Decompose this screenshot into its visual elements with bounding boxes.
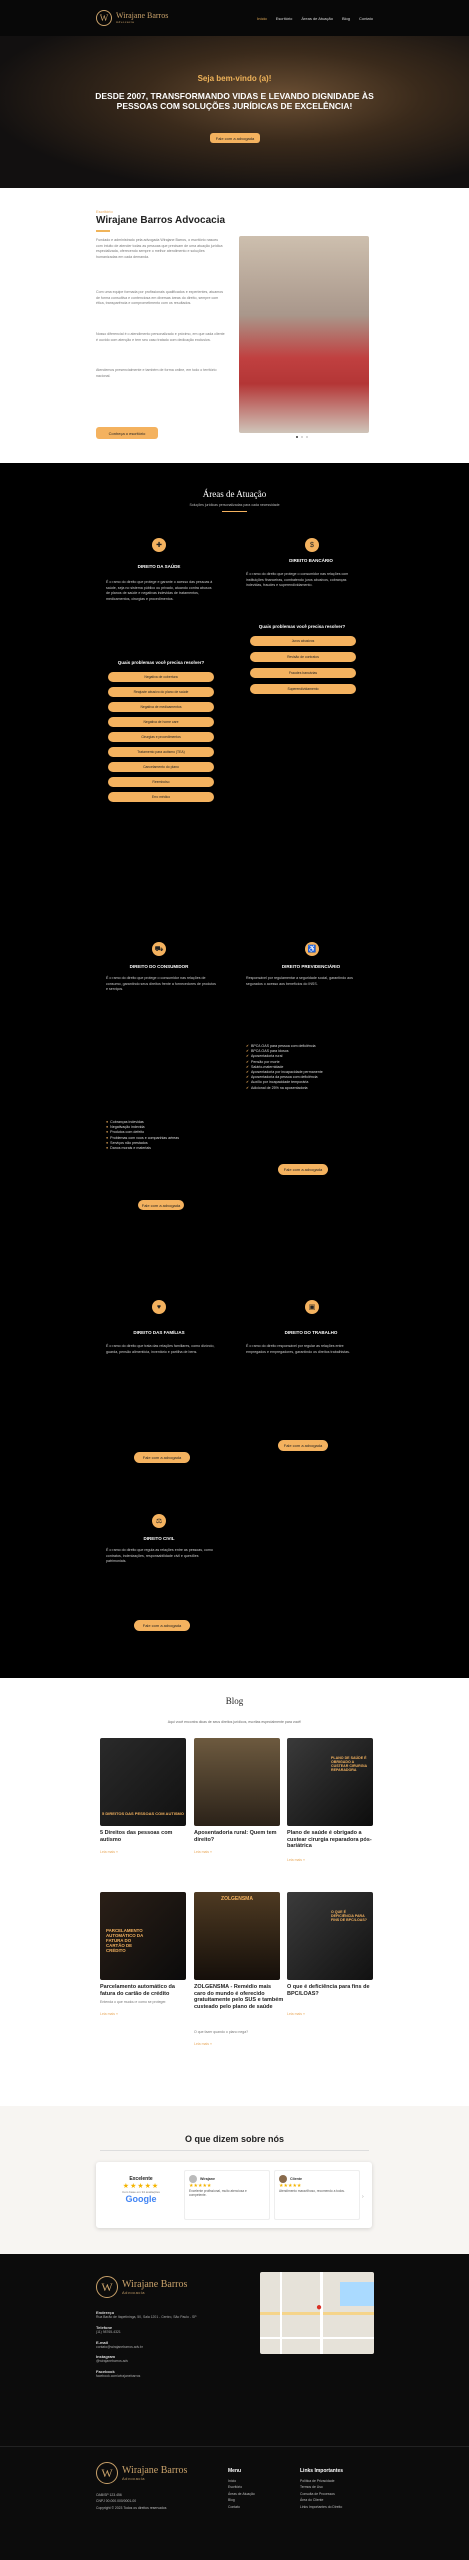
areas-divider xyxy=(222,511,247,512)
nav-item-escritorio[interactable]: Escritório xyxy=(275,15,293,21)
logo-mark-icon: W xyxy=(96,10,112,26)
bullet-item: ✔ Aposentadoria por incapacidade permanente xyxy=(246,1070,323,1075)
topic-pill[interactable]: Erro médico xyxy=(108,792,214,802)
address-label: Endereço xyxy=(96,2310,115,2315)
avatar xyxy=(189,2175,197,2183)
bullet-item: ✔ Aposentadoria da pessoa com deficiência xyxy=(246,1075,318,1080)
topic-pill[interactable]: Superendividamento xyxy=(250,684,356,694)
about-paragraph-1: Fundado e administrado pela advogada Wirajane Barros, o escritório nasceu com intuito de atender todas as pessoas que precisam de uma atuação jurídica especializada, oferecendo sempre o melhor atendimento e soluções humanizadas em cada demanda. xyxy=(96,238,223,259)
cart-icon: ⛟ xyxy=(152,942,166,956)
footer-menu-link[interactable]: Blog xyxy=(228,2498,235,2503)
post-title[interactable]: 5 Direitos das pessoas com autismo xyxy=(100,1830,173,1843)
topic-pill[interactable]: Reajuste abusivo do plano de saúde xyxy=(108,687,214,697)
scales-icon: ⚖ xyxy=(152,1514,166,1528)
instagram-label: Instagram xyxy=(96,2354,116,2360)
area-consumidor-text: É o ramo do direito que protege o consumidor nas relações de consumo, garantindo seus direitos frente a fornecedores de produtos e serviços. xyxy=(106,976,216,992)
hero-banner xyxy=(0,36,469,188)
post-thumbnail-caption: O QUE É DEFICIÊNCIA PARA FINS DE BPC/LOAS? xyxy=(331,1910,367,1922)
post-thumbnail[interactable] xyxy=(194,1892,280,1980)
about-section xyxy=(0,188,469,463)
main-nav xyxy=(257,16,373,21)
about-divider xyxy=(96,230,110,232)
about-kicker: Escritório xyxy=(96,209,113,214)
hero-greeting: Seja bem-vindo (a)! xyxy=(197,74,272,83)
footer-brand-sub: Advocacia xyxy=(122,2475,145,2481)
post-read-more-link[interactable]: Leia mais » xyxy=(100,2012,118,2016)
post-title[interactable]: O que é deficiência para fins de BPC/LOAS? xyxy=(287,1984,370,1997)
nav-item-blog[interactable]: Blog xyxy=(341,15,350,21)
brand-sub: Advocacia xyxy=(116,20,135,24)
review-card xyxy=(184,2170,270,2220)
testimonials-title: O que dizem sobre nós xyxy=(184,2134,285,2144)
post-read-more-link[interactable]: Leia mais » xyxy=(194,2042,212,2046)
contact-brand: Wirajane Barros xyxy=(122,2278,188,2290)
footer-oab: OAB/SP 123.456 xyxy=(96,2493,122,2497)
topic-pill[interactable]: Tratamento para autismo (TEA) xyxy=(108,747,214,757)
topic-pill[interactable]: Revisão de contratos xyxy=(250,652,356,662)
rating-label: Excelente xyxy=(129,2176,153,2182)
avatar xyxy=(279,2175,287,2183)
footer-menu-title: Menu xyxy=(228,2468,242,2474)
previdenciario-bullets xyxy=(246,1044,358,1091)
footer-menu-link[interactable]: Contato xyxy=(228,2504,240,2509)
post-thumbnail-caption: PLANO DE SAÚDE É OBRIGADO A CUSTEAR CIRURGIA REPARADORA xyxy=(331,1756,368,1772)
bullet-item: ✔ Pensão por morte xyxy=(246,1059,280,1064)
bullet-item: ● Negativação indevida xyxy=(106,1125,145,1130)
instagram-link[interactable]: @wirajanebarros.adv xyxy=(96,2359,129,2364)
post-thumbnail[interactable] xyxy=(287,1738,373,1826)
testimonials-divider xyxy=(100,2150,369,2151)
footer-legal xyxy=(96,2492,216,2511)
phone-link[interactable]: (11) 98765-4321 xyxy=(96,2329,121,2334)
area-trabalho-text: É o ramo do direito responsável por regular as relações entre empregados e empregadores, garantindo os direitos trabalhistas. xyxy=(246,1344,350,1354)
brand-name: Wirajane Barros xyxy=(116,11,169,20)
topic-pill[interactable]: Cancelamento do plano xyxy=(108,762,214,772)
post-excerpt: Entenda o que mudou e como se proteger. xyxy=(100,2000,167,2004)
post-thumbnail-caption: PARCELAMENTO AUTOMÁTICO DA FATURA DO CARTÃO DE CRÉDITO xyxy=(106,1928,144,1953)
area-bancario-question: Quais problemas você precisa resolver? xyxy=(258,624,346,629)
review-text: Excelente profissional, muito atenciosa e competente. xyxy=(189,2189,247,2198)
area-familia-title: DIREITO DAS FAMÍLIAS xyxy=(133,1330,185,1335)
civil-cta-button[interactable]: Fale com a advogada xyxy=(134,1620,190,1631)
topic-pill[interactable]: Negativa de medicamentos xyxy=(108,702,214,712)
nav-item-inicio[interactable]: Início xyxy=(257,15,267,21)
footer-link[interactable]: Política de Privacidade xyxy=(300,2479,335,2483)
area-civil-text: É o ramo do direito que regula as relações entre as pessoas, como contratos, indenizações, responsabilidade civil e questões patrimoniais. xyxy=(106,1548,213,1564)
saude-topics xyxy=(108,672,214,807)
blog-title: Blog xyxy=(225,1696,244,1706)
footer-link[interactable]: Links Importantes do Direito xyxy=(300,2504,343,2509)
familia-cta-button[interactable]: Fale com a advogada xyxy=(134,1452,190,1463)
carousel-dots[interactable] xyxy=(296,436,308,438)
areas-title: Áreas de Atuação xyxy=(202,489,267,499)
area-bancario-title: DIREITO BANCÁRIO xyxy=(289,558,333,563)
footer-link[interactable]: Área do Cliente xyxy=(300,2498,324,2503)
footer-menu-link[interactable]: Áreas de Atuação xyxy=(228,2491,255,2496)
review-text: Atendimento maravilhoso, recomendo a todos. xyxy=(279,2189,345,2193)
previdenciario-cta-button[interactable]: Fale com a advogada xyxy=(278,1164,328,1175)
facebook-link[interactable]: facebook.com/wirajanebarros xyxy=(96,2374,141,2379)
bullet-item: ✔ Salário-maternidade xyxy=(246,1064,284,1069)
about-cta-button[interactable]: Conheça o escritório xyxy=(96,427,158,439)
area-saude-text: É o ramo do direito que protege e garante o acesso das pessoas à saúde, seja no sistema público ou privado, atuando contra abusos de planos de saúde e negativas indevidas de tratamentos, medicamentos, cirurgias e procedimentos. xyxy=(106,580,213,601)
map-pin-icon: ● xyxy=(316,2302,323,2313)
post-thumbnail-caption: 5 DIREITOS DAS PESSOAS COM AUTISMO xyxy=(101,1811,184,1816)
consumidor-cta-button[interactable]: Fale com a advogada xyxy=(138,1200,184,1210)
site-header xyxy=(0,0,469,36)
post-thumbnail[interactable] xyxy=(100,1738,186,1826)
review-card xyxy=(274,2170,360,2220)
logo-mark-icon: W xyxy=(96,2276,118,2298)
reviewer-name: Wirajane xyxy=(200,2177,215,2181)
brand-logo[interactable] xyxy=(96,10,168,26)
topic-pill[interactable]: Negativa de cobertura xyxy=(108,672,214,682)
contact-info xyxy=(96,2310,246,2379)
bullet-item: ✔ BPC/LOAS para pessoa com deficiência xyxy=(246,1044,316,1048)
bancario-topics xyxy=(250,636,356,700)
nav-item-areas[interactable]: Áreas de Atuação xyxy=(301,15,333,21)
footer-menu-link[interactable]: Início xyxy=(228,2479,237,2483)
post-read-more-link[interactable]: Leia mais » xyxy=(100,1850,118,1854)
footer-links-title: Links Importantes xyxy=(300,2468,344,2474)
review-stars-icon: ★★★★★ xyxy=(279,2183,302,2189)
topic-pill[interactable]: Cirurgias e procedimentos xyxy=(108,732,214,742)
footer-links xyxy=(300,2478,342,2510)
address-value: Rua Barão de Itapetininga, 50, Sala 1201 - Centro, São Paulo - SP xyxy=(96,2315,197,2319)
bullet-item: ● Danos morais e materiais xyxy=(106,1146,151,1151)
facebook-label: Facebook xyxy=(96,2369,115,2375)
post-thumbnail[interactable] xyxy=(194,1738,280,1826)
review-stars-icon: ★★★★★ xyxy=(189,2183,212,2189)
post-title[interactable]: ZOLGENSMA - Remédio mais caro do mundo é oferecido gratuitamente pelo SUS e também custeado pelo plano de saúde xyxy=(194,1984,284,2010)
blog-subtitle: Aqui você encontra dicas de seus direitos jurídicos, escritas especialmente para você! xyxy=(167,1720,302,1724)
area-consumidor-title: DIREITO DO CONSUMIDOR xyxy=(129,964,189,969)
post-excerpt: O que fazer quando o plano nega? xyxy=(194,2030,249,2034)
family-icon: ♥ xyxy=(152,1300,166,1314)
location-map[interactable] xyxy=(260,2272,374,2354)
post-read-more-link[interactable]: Leia mais » xyxy=(194,1850,212,1854)
footer-copyright: Copyright © 2023 Todos os direitos reservados xyxy=(96,2505,167,2510)
rating-stars-icon: ★★★★★ xyxy=(122,2183,160,2190)
carousel-dot[interactable] xyxy=(296,436,298,438)
footer-menu xyxy=(228,2478,255,2510)
topic-pill[interactable]: Reembolso xyxy=(108,777,214,787)
area-familia-text: É o ramo do direito que trata das relações familiares, como divórcio, guarda, pensão alimentícia, inventário e partilha de bens. xyxy=(106,1344,215,1354)
footer-link[interactable]: Termos de Uso xyxy=(300,2485,323,2490)
briefcase-icon: ▣ xyxy=(305,1300,319,1314)
post-title[interactable]: Plano de saúde é obrigado a custear cirurgia reparadora pós-bariátrica xyxy=(287,1830,372,1850)
areas-section xyxy=(0,463,469,1678)
bullet-item: ✔ Aposentadoria rural xyxy=(246,1054,283,1059)
bullet-item: ● Problemas com voos e companhias aéreas xyxy=(106,1135,180,1140)
area-trabalho-title: DIREITO DO TRABALHO xyxy=(284,1330,338,1335)
logo-mark-icon: W xyxy=(96,2462,118,2484)
phone-label: Telefone xyxy=(96,2324,113,2330)
contact-brand-sub: Advocacia xyxy=(122,2289,145,2295)
health-icon: ✚ xyxy=(152,538,166,552)
areas-subtitle: Soluções jurídicas personalizadas para cada necessidade xyxy=(189,503,280,507)
area-bancario-text: É o ramo do direito que protege o consumidor nas relações com instituições financeiras, combatendo juros abusivos, cobranças indevidas, fraudes e superendividamento. xyxy=(246,572,349,588)
footer-logo[interactable] xyxy=(96,2462,187,2484)
area-saude-question: Quais problemas você precisa resolver? xyxy=(117,660,205,665)
carousel-dot[interactable] xyxy=(301,436,303,438)
footer-cnpj: CNPJ 00.000.000/0001-00 xyxy=(96,2499,137,2504)
footer-link[interactable]: Consulta de Processos xyxy=(300,2491,335,2496)
chevron-right-icon[interactable]: › xyxy=(362,2194,364,2200)
about-paragraph-4: Atendemos presencialmente e também de forma online, em todo o território nacional. xyxy=(96,368,217,378)
topic-pill[interactable]: Fraudes bancárias xyxy=(250,668,356,678)
post-thumbnail[interactable] xyxy=(100,1892,186,1980)
bank-icon: $ xyxy=(305,538,319,552)
trabalho-cta-button[interactable]: Fale com a advogada xyxy=(278,1440,328,1451)
bullet-item: ✔ BPC/LOAS para idosos xyxy=(246,1049,289,1054)
topic-pill[interactable]: Juros abusivos xyxy=(250,636,356,646)
area-civil-title: DIREITO CIVIL xyxy=(143,1536,175,1541)
lawyer-photo xyxy=(239,236,369,433)
carousel-dot[interactable] xyxy=(306,436,308,438)
hero-headline: DESDE 2007, TRANSFORMANDO VIDAS E LEVANDO DIGNIDADE ÀS PESSOAS COM SOLUÇÕES JURÍDICAS DE EXCELÊNCIA! xyxy=(95,91,374,111)
post-title[interactable]: Parcelamento automático da fatura do cartão de crédito xyxy=(100,1984,175,1997)
email-label: E-mail xyxy=(96,2339,109,2345)
rating-sub: Com base em 34 avaliações xyxy=(122,2190,160,2194)
bullet-item: ✔ Auxílio por incapacidade temporária xyxy=(246,1080,309,1085)
post-thumbnail[interactable] xyxy=(287,1892,373,1980)
elderly-icon: ♿ xyxy=(305,942,319,956)
about-title: Wirajane Barros Advocacia xyxy=(96,215,226,226)
google-logo: Google xyxy=(125,2194,157,2204)
footer-menu-link[interactable]: Escritório xyxy=(228,2485,243,2490)
footer-brand: Wirajane Barros xyxy=(122,2464,188,2476)
hero-cta-button[interactable]: Fale com a advogada xyxy=(210,133,260,143)
topic-pill[interactable]: Negativa de home care xyxy=(108,717,214,727)
post-title[interactable]: Aposentadoria rural: Quem tem direito? xyxy=(194,1830,277,1843)
about-paragraph-2: Com uma equipe formada por profissionais qualificados e experientes, atuamos de forma consultiva e contenciosa em diversas áreas do direito, sempre com ética, transparência e comprometimento com os resultados. xyxy=(96,290,224,306)
reviewer-name: Cliente xyxy=(290,2177,302,2181)
post-read-more-link[interactable]: Leia mais » xyxy=(287,1858,305,1862)
area-previdenciario-title: DIREITO PREVIDENCIÁRIO xyxy=(281,964,341,969)
bullet-item: ● Produtos com defeito xyxy=(106,1130,145,1135)
bullet-item: ● Serviços não prestados xyxy=(106,1140,148,1145)
area-saude-title: DIREITO DA SAÚDE xyxy=(137,564,181,569)
post-thumbnail-caption: ZOLGENSMA xyxy=(221,1896,253,1902)
about-paragraph-3: Nosso diferencial é o atendimento personalizado e próximo, em que cada cliente é ouvido com atenção e tem seu caso tratado com dedicação exclusiva. xyxy=(96,332,225,342)
email-link[interactable]: contato@wirajanebarros.adv.br xyxy=(96,2344,143,2349)
rating-summary xyxy=(106,2176,176,2204)
nav-item-contato[interactable]: Contato xyxy=(358,15,373,21)
area-previdenciario-text: Responsável por regulamentar a seguridade social, garantindo aos segurados o acesso aos benefícios do INSS. xyxy=(246,976,353,986)
contact-logo xyxy=(96,2276,187,2298)
consumidor-bullets xyxy=(106,1120,218,1151)
bullet-item: ● Cobranças indevidas xyxy=(106,1120,144,1124)
bullet-item: ✔ Adicional de 25% na aposentadoria xyxy=(246,1085,308,1090)
post-read-more-link[interactable]: Leia mais » xyxy=(287,2012,305,2016)
